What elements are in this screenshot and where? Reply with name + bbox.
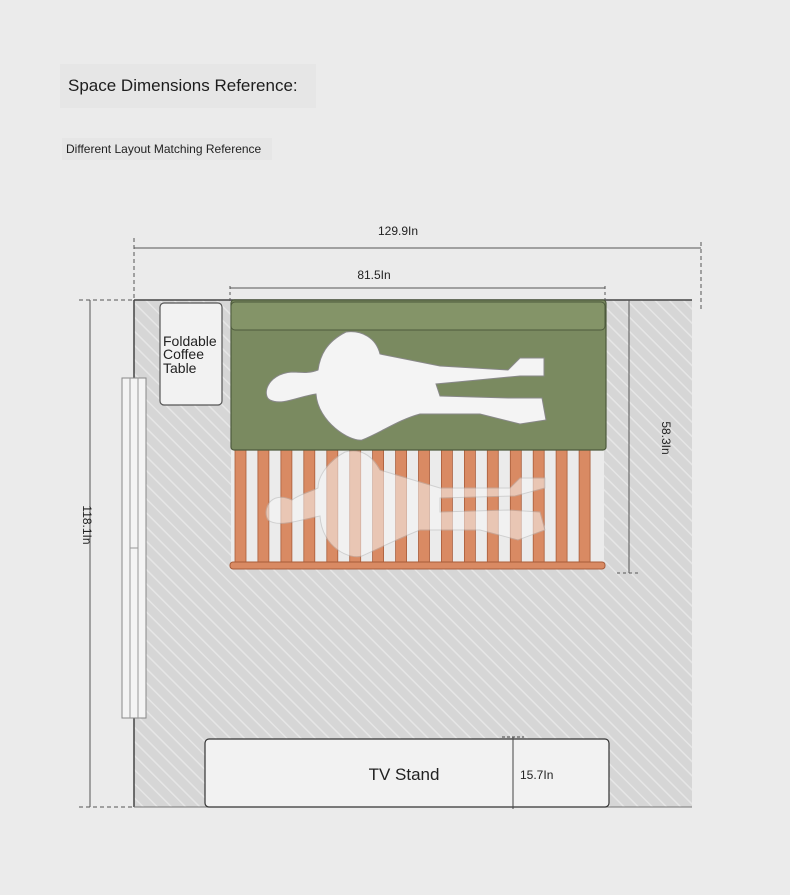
tv-stand [205,737,609,809]
bed-slat [487,450,498,563]
room-depth-label: 118.1In [80,505,94,545]
coffee-table-label-line3: Table [163,360,197,376]
coffee-table-label-line1: Foldable [163,333,217,349]
room-width-dimension [134,224,701,312]
bed-slat [533,450,544,563]
window-left [122,378,146,718]
bed-slat [464,450,475,563]
sofa-bed-depth-label: 58.3In [659,421,673,455]
coffee-table-label-line2: Coffee [163,346,204,362]
slat-frame-bottom [230,562,605,569]
sofa-backrest [231,302,605,330]
bed-slat [441,450,452,563]
bed-slat [579,450,590,563]
tv-stand-label: TV Stand [368,765,440,784]
sofa-width-dimension [230,268,605,302]
bed-slat [510,450,521,563]
room-width-label: 129.9In [377,224,419,238]
foldable-coffee-table [160,303,222,405]
page-title: Space Dimensions Reference: [60,64,316,108]
bed-slat [235,450,246,563]
bed-slat [556,450,567,563]
page-subtitle: Different Layout Matching Reference [62,138,272,160]
tv-stand-depth-label: 15.7In [520,768,554,782]
sofa-width-label: 81.5In [357,268,391,282]
